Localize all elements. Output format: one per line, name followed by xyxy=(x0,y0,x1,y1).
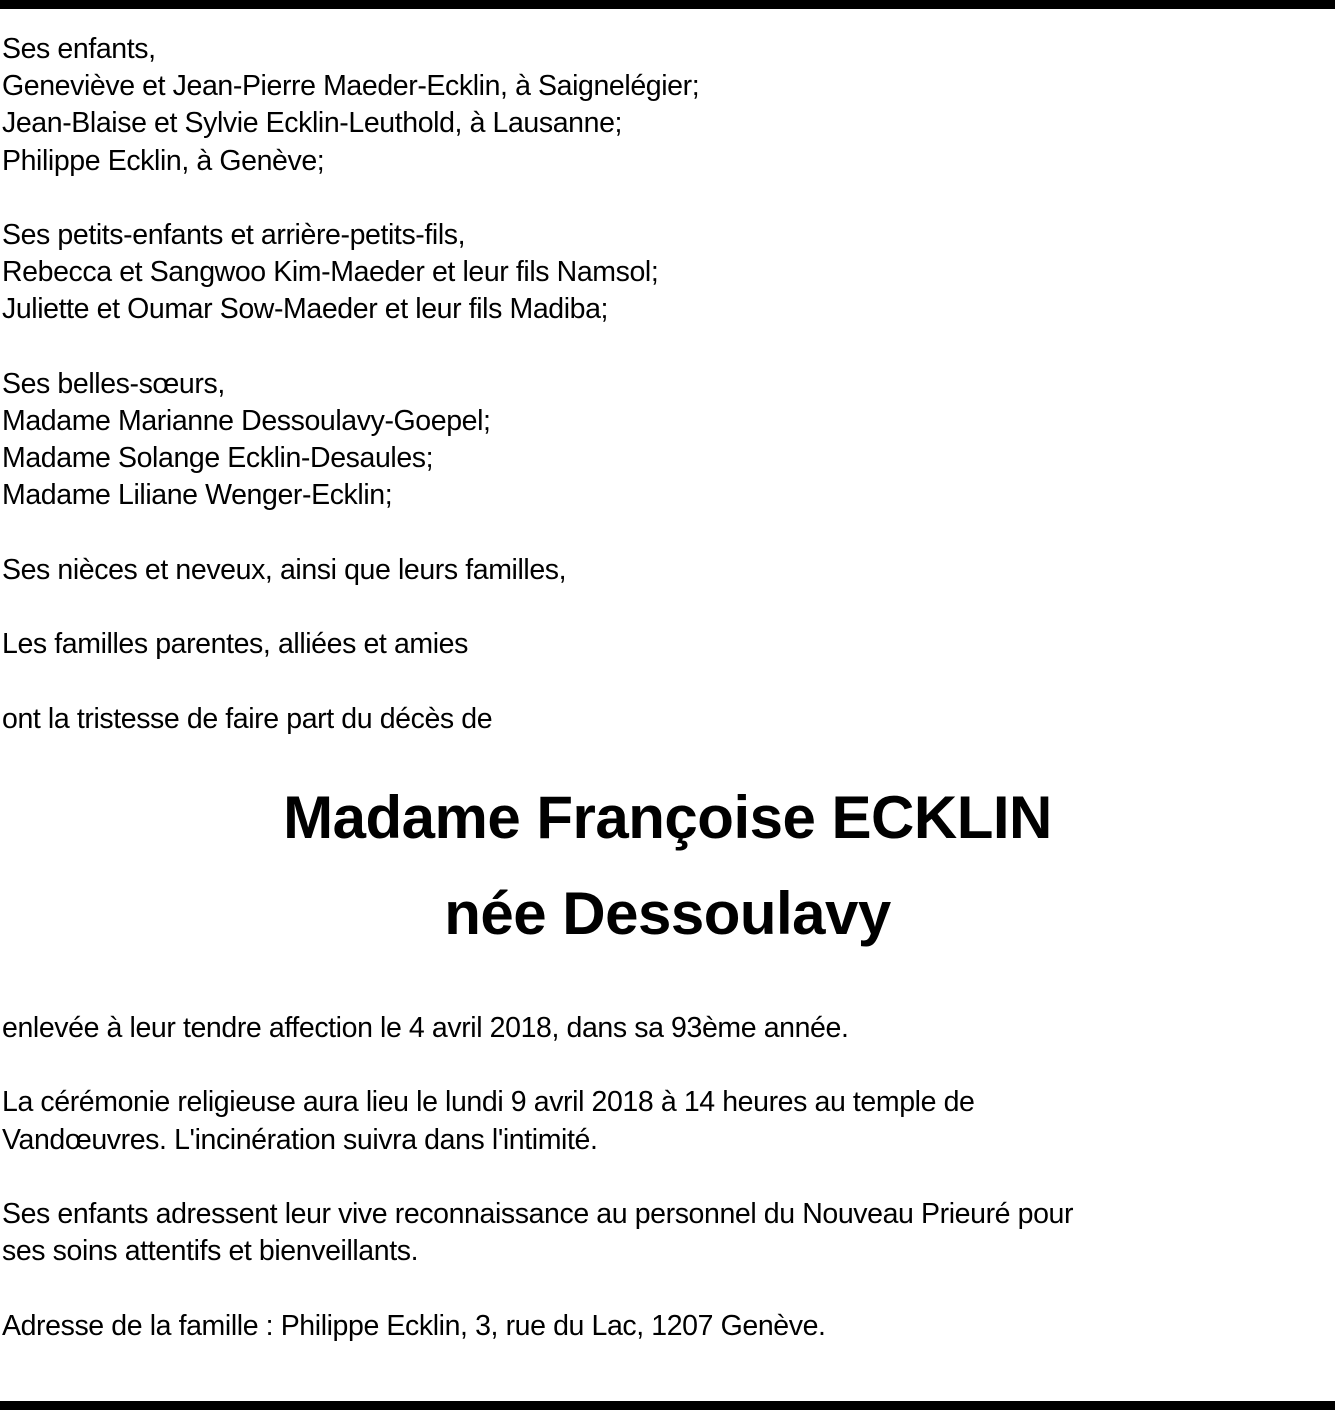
mourners-list xyxy=(2,31,1322,738)
child-line: Jean-Blaise et Sylvie Ecklin-Leuthold, à Lausanne; xyxy=(2,107,623,140)
top-rule xyxy=(0,0,1335,9)
grandchild-line: Juliette et Oumar Sow-Maeder et leur fils Madiba; xyxy=(2,293,609,326)
bottom-rule xyxy=(0,1401,1335,1410)
grandchildren-heading: Ses petits-enfants et arrière-petits-fils, xyxy=(2,219,466,251)
spacer xyxy=(2,329,1322,366)
spacer xyxy=(2,589,1322,626)
spacer xyxy=(2,180,1322,217)
spacer xyxy=(2,1047,1322,1084)
nieces-nephews-line: Ses nièces et neveux, ainsi que leurs familles, xyxy=(2,553,567,586)
children-heading: Ses enfants, xyxy=(2,33,156,65)
families-line: Les familles parentes, alliées et amies xyxy=(2,628,468,661)
sister-in-law-line: Madame Marianne Dessoulavy-Goepel; xyxy=(2,405,491,437)
family-address: Adresse de la famille : Philippe Ecklin, 3, rue du Lac, 1207 Genève. xyxy=(2,1309,826,1342)
sisters-in-law-heading: Ses belles-sœurs, xyxy=(2,367,225,400)
child-line: Geneviève et Jean-Pierre Maeder-Ecklin, à Saignelégier; xyxy=(2,70,700,103)
sister-in-law-line: Madame Liliane Wenger-Ecklin; xyxy=(2,479,393,512)
spacer xyxy=(2,515,1322,552)
ceremony-line: La cérémonie religieuse aura lieu le lundi 9 avril 2018 à 14 heures au temple de xyxy=(2,1086,975,1119)
announcement-line: ont la tristesse de faire part du décès de xyxy=(2,702,493,735)
spacer xyxy=(2,1159,1322,1196)
child-line: Philippe Ecklin, à Genève; xyxy=(2,144,325,177)
sister-in-law-line: Madame Solange Ecklin-Desaules; xyxy=(2,442,434,475)
spacer xyxy=(2,1270,1322,1307)
thanks-line: ses soins attentifs et bienveillants. xyxy=(2,1235,419,1268)
thanks-line: Ses enfants adressent leur vive reconnaissance au personnel du Nouveau Prieuré pour xyxy=(2,1197,1074,1230)
deceased-name: Madame Françoise ECKLIN xyxy=(283,784,1052,851)
deceased-maiden-name: née Dessoulavy xyxy=(444,880,891,947)
notice-details xyxy=(2,1010,1322,1345)
ceremony-line: Vandœuvres. L'incinération suivra dans l'intimité. xyxy=(2,1123,598,1156)
passing-line: enlevée à leur tendre affection le 4 avril 2018, dans sa 93ème année. xyxy=(2,1012,849,1044)
grandchild-line: Rebecca et Sangwoo Kim-Maeder et leur fils Namsol; xyxy=(2,256,659,289)
spacer xyxy=(2,663,1322,700)
deceased-name-block xyxy=(0,770,1335,962)
